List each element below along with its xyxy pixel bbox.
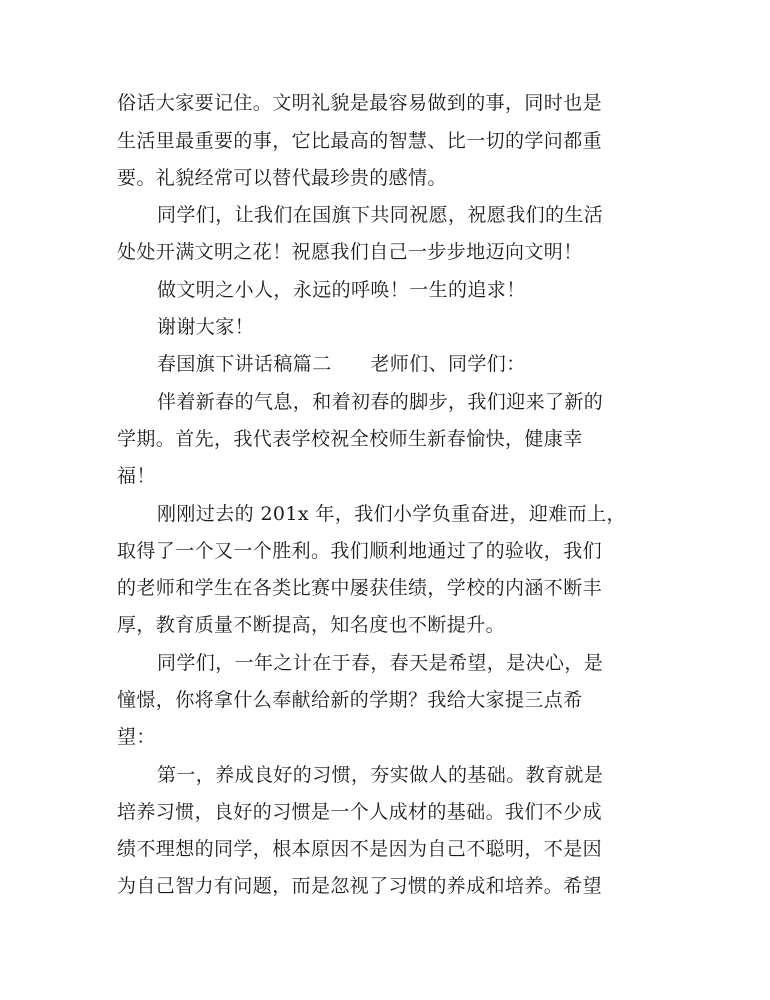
text-line: 取得了一个又一个胜利。我们顺利地通过了的验收，我们 — [117, 540, 603, 562]
text-line: 憧憬，你将拿什么奉献给新的学期？我给大家提三点希 — [117, 689, 583, 711]
paragraph-start-line: 伴着新春的气息，和着初春的脚步，我们迎来了新的 — [157, 391, 604, 413]
text-line: 绩不理想的同学，根本原因不是因为自己不聪明，不是因 — [117, 838, 603, 860]
paragraph-start-line: 做文明之小人，永远的呼唤！一生的追求！ — [157, 279, 526, 301]
text-line: 要。礼貌经常可以替代最珍贵的感情。 — [117, 167, 447, 189]
text-line: 俗话大家要记住。文明礼貌是最容易做到的事，同时也是 — [117, 92, 603, 114]
text-line: 学期。首先，我代表学校祝全校师生新春愉快，健康幸 — [117, 428, 583, 450]
section-heading-line: 春国旗下讲话稿篇二 老师们、同学们： — [157, 353, 526, 375]
text-line: 处处开满文明之花！祝愿我们自己一步步地迈向文明！ — [117, 241, 583, 263]
text-line: 福！ — [117, 465, 156, 487]
paragraph-start-line: 同学们，让我们在国旗下共同祝愿，祝愿我们的生活 — [157, 204, 604, 226]
text-line: 为自己智力有问题，而是忽视了习惯的养成和培养。希望 — [117, 875, 603, 897]
text-line: 生活里最重要的事，它比最高的智慧、比一切的学问都重 — [117, 130, 603, 152]
paragraph-start-line: 刚刚过去的 201x 年，我们小学负重奋进，迎难而上， — [157, 503, 626, 525]
text-line: 望： — [117, 726, 156, 748]
paragraph-start-line: 同学们，一年之计在于春，春天是希望，是决心，是 — [157, 652, 604, 674]
text-line: 厚，教育质量不断提高，知名度也不断提升。 — [117, 614, 506, 636]
paragraph-start-line: 谢谢大家！ — [157, 316, 255, 338]
text-line: 培养习惯，良好的习惯是一个人成材的基础。我们不少成 — [117, 801, 603, 823]
paragraph-start-line: 第一，养成良好的习惯，夯实做人的基础。教育就是 — [157, 764, 604, 786]
text-line: 的老师和学生在各类比赛中屡获佳绩，学校的内涵不断丰 — [117, 577, 603, 599]
